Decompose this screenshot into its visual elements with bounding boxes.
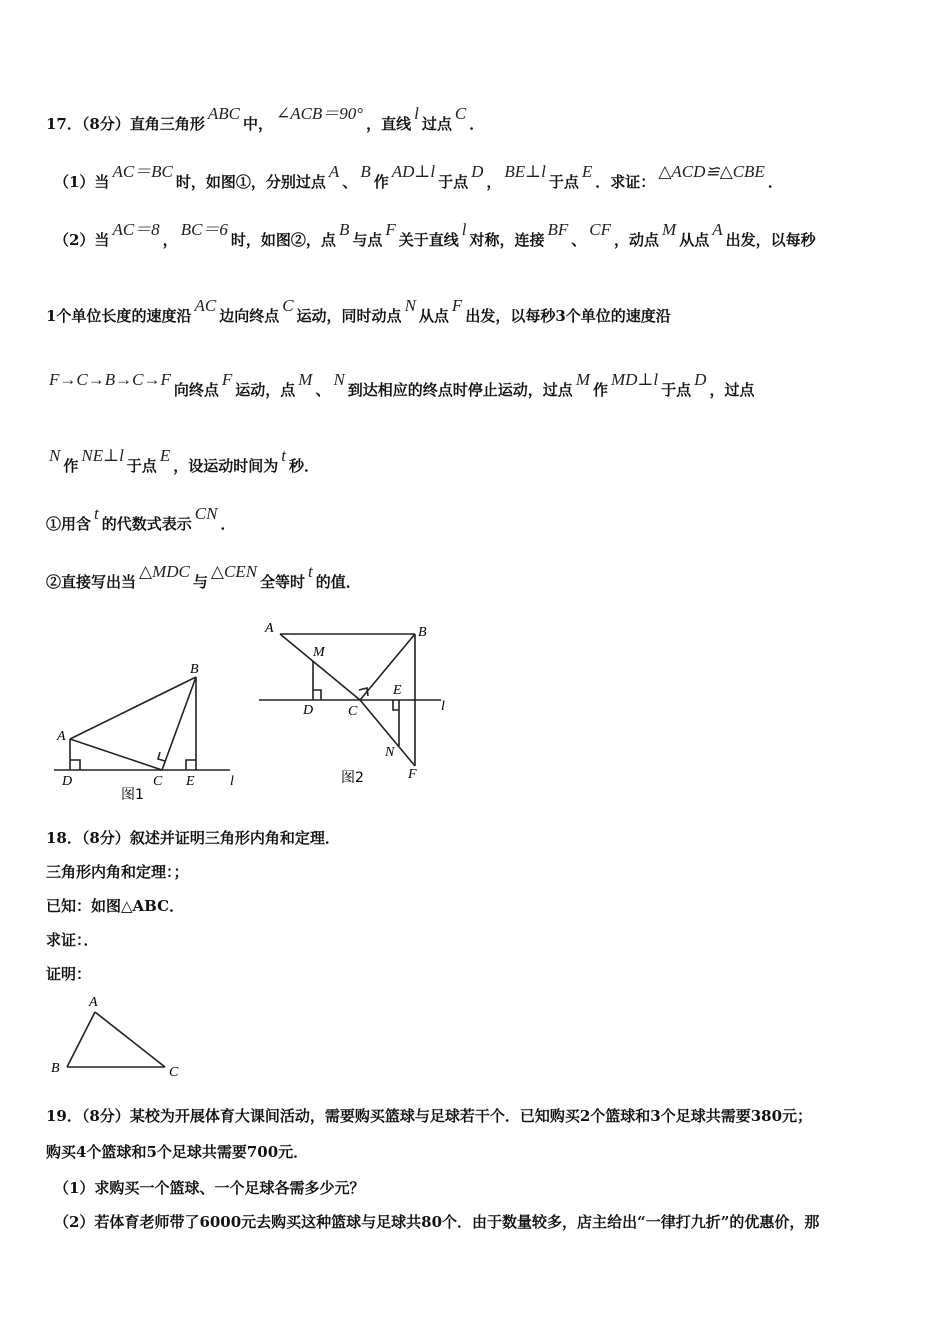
fig1-label-l: l — [230, 774, 234, 789]
q18-prove: 求证：． — [46, 931, 99, 949]
q18-label-a: A — [89, 995, 98, 1010]
fig1-label-a: A — [57, 729, 66, 744]
fig2-caption: 图2 — [341, 770, 364, 786]
fig2-label-f: F — [408, 767, 417, 782]
fig2-label-l: l — [441, 699, 445, 714]
q17-part2-line1: （2）当AC＝8，BC＝6时，如图②，点B与点F关于直线l对称，连接BF、CF，动点M从点A出发，以每秒 — [54, 220, 816, 249]
fig2-label-c: C — [348, 704, 358, 719]
fig1-caption: 图1 — [121, 787, 144, 803]
q18-stem: 18．（8分）叙述并证明三角形内角和定理． — [46, 829, 340, 847]
fig2-label-e: E — [393, 683, 402, 698]
q17-part2-line3: F→C→B→C→F向终点F运动，点M、N到达相应的终点时停止运动，过点M作MD⊥l于点D，过点 — [49, 370, 755, 399]
fig1-right-angle-e — [186, 760, 196, 770]
q18-triangle-figure — [45, 992, 195, 1082]
fig2-label-m: M — [313, 645, 325, 660]
q19-stem-line2: 购买4个篮球和5个足球共需要700元． — [46, 1143, 309, 1161]
fig1-label-e: E — [186, 774, 195, 789]
q17-sub2: ②直接写出当△MDC与△CEN全等时t的值． — [46, 562, 361, 591]
q19-part2: （2）若体育老师带了6000元去购买这种篮球与足球共80个．由于数量较多，店主给出“一律打九折”的优惠价，那 — [54, 1213, 820, 1231]
fig2-right-angle-e — [393, 700, 399, 710]
q19-stem-line1: 19．（8分）某校为开展体育大课间活动，需要购买篮球与足球若干个．已知购买2个篮球和3个足球共需要380元； — [46, 1107, 813, 1125]
q17-stem: 17．（8分）直角三角形ABC中，∠ACB＝90°，直线l过点C． — [46, 104, 485, 133]
q17-part2-line4: N作NE⊥l于点E，设运动时间为t秒． — [49, 446, 319, 475]
q17-sub1: ①用含t的代数式表示CN． — [46, 504, 236, 533]
fig2-right-angle-d — [313, 690, 321, 700]
fig2-seg-bc — [360, 634, 415, 700]
figure-1 — [40, 655, 250, 805]
fig1-label-c: C — [153, 774, 163, 789]
fig1-right-angle-c — [158, 752, 165, 761]
q18-seg-ab — [67, 1012, 95, 1067]
figure-2 — [255, 618, 455, 793]
fig2-label-a: A — [265, 621, 274, 636]
q18-label-c: C — [169, 1065, 179, 1080]
fig1-label-b: B — [190, 662, 199, 677]
fig2-label-n: N — [385, 745, 395, 760]
q18-given: 已知：如图△ABC． — [46, 897, 185, 915]
q17-part1: （1）当AC＝BC时，如图①，分别过点A、B作AD⊥l于点D，BE⊥l于点E．求证：△ACD≌△CBE． — [54, 162, 783, 191]
fig2-label-b: B — [418, 625, 427, 640]
q18-label-b: B — [51, 1061, 60, 1076]
q18-theorem: 三角形内角和定理：； — [46, 863, 189, 881]
q18-seg-ac — [95, 1012, 165, 1067]
fig1-right-angle-d — [70, 760, 80, 770]
q19-part1: （1）求购买一个篮球、一个足球各需多少元？ — [54, 1179, 365, 1197]
fig1-seg-ac — [70, 739, 162, 770]
q17-part2-line2: 1个单位长度的速度沿AC边向终点C运动，同时动点N从点F出发，以每秒3个单位的速度沿 — [46, 296, 671, 325]
fig2-label-d: D — [303, 703, 314, 718]
fig1-label-d: D — [62, 774, 73, 789]
q18-proof: 证明： — [46, 965, 92, 983]
